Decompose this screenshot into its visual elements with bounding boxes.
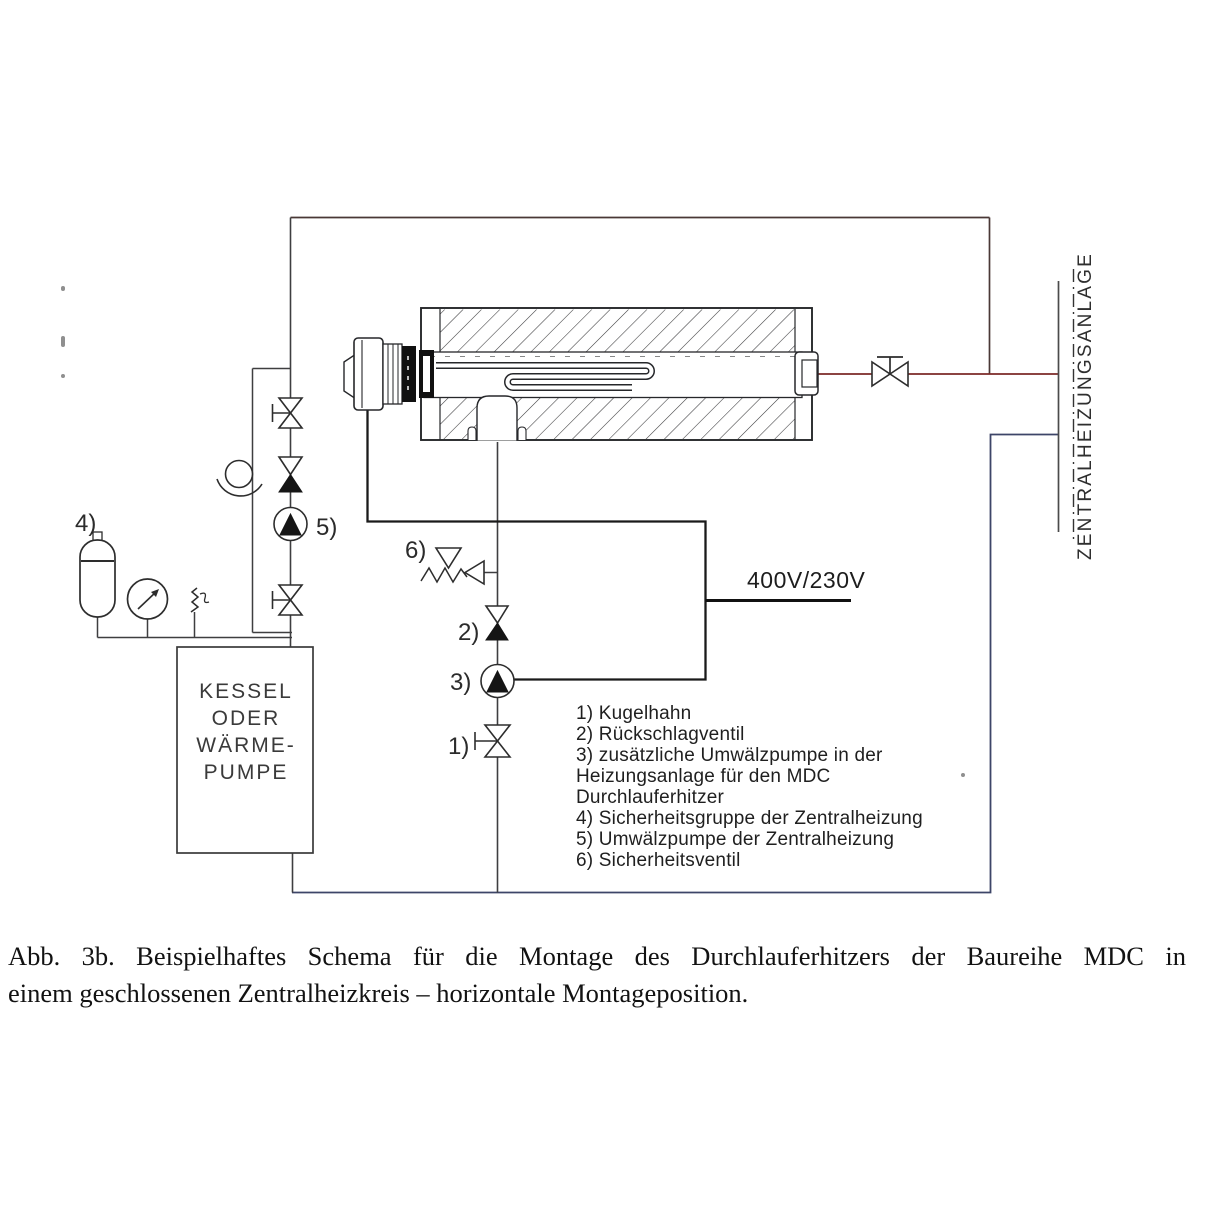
flow-heater (344, 308, 818, 441)
boiler-label-1: KESSEL (199, 680, 293, 703)
safety-valve-outlet (436, 548, 461, 568)
air-vent-icon (191, 588, 198, 612)
check-valve-boiler (279, 457, 302, 492)
circulation-pump-3 (481, 665, 514, 698)
safety-valve-inlet (465, 561, 484, 584)
heater-cap (354, 338, 383, 410)
scan-artifact (61, 336, 65, 347)
callout-3: 3) (450, 669, 472, 696)
callout-1: 1) (448, 733, 470, 760)
heater-insulation-top (440, 310, 795, 352)
boiler-label-4: PUMPE (203, 761, 289, 784)
heater-outlet-nipple (802, 360, 817, 387)
circulation-pump-5 (274, 508, 307, 541)
heater-black-band (402, 346, 416, 402)
ball-valve-lower (273, 585, 303, 615)
bypass-sensor (217, 461, 262, 496)
callout-2: 2) (458, 619, 480, 646)
sensor-bulb (226, 461, 253, 488)
expansion-vessel (80, 540, 115, 617)
system-boundary (1059, 252, 1097, 560)
safety-valve-spring (421, 568, 467, 582)
legend-line-1: 1) Kugelhahn (576, 703, 692, 724)
ball-valve-1 (475, 725, 510, 757)
legend-line-3: 3) zusätzliche Umwälzpumpe in der (576, 745, 883, 766)
legend-line-6: 4) Sicherheitsgruppe der Zentralheizung (576, 808, 923, 829)
boiler-box (177, 647, 313, 853)
figure-caption (8, 938, 1186, 1012)
callout-4: 4) (75, 510, 97, 537)
legend (576, 703, 976, 871)
legend-line-8: 6) Sicherheitsventil (576, 850, 741, 871)
heater-bottom-port (477, 396, 517, 441)
legend-line-7: 5) Umwälzpumpe der Zentralheizung (576, 829, 895, 850)
boiler-label-3: WÄRME- (196, 734, 296, 757)
check-valve-2 (486, 606, 508, 640)
scan-artifact (961, 773, 965, 777)
safety-group (80, 532, 209, 619)
legend-line-4: Heizungsanlage für den MDC (576, 766, 831, 787)
safety-valve-6 (421, 548, 484, 584)
air-vent-flag (200, 593, 209, 602)
power-label: 400V/230V (747, 567, 866, 593)
caption-line-2: einem geschlossenen Zentralheizkreis – horizontale Montageposition. (8, 978, 749, 1008)
supply-ball-valve (872, 357, 908, 386)
callout-6: 6) (405, 537, 427, 564)
boiler-label-2: ODER (211, 707, 281, 730)
callout-5: 5) (316, 514, 338, 541)
caption-line-1: Abb. 3b. Beispielhaftes Schema für die Montage des Durchlauferhitzers der Baureihe MDC in (8, 941, 1186, 971)
ball-valve-upper (273, 398, 303, 428)
heater-terminal-slot (423, 356, 430, 392)
scan-artifact (61, 286, 65, 291)
legend-line-2: 2) Rückschlagventil (576, 724, 745, 745)
safety-group-manifold (98, 612, 293, 638)
heater-feed-components (421, 548, 514, 757)
system-boundary-label: ZENTRALHEIZUNGSANLAGE (1075, 251, 1096, 561)
scan-artifact (61, 374, 65, 378)
legend-line-5: Durchlauferhitzer (576, 787, 725, 808)
